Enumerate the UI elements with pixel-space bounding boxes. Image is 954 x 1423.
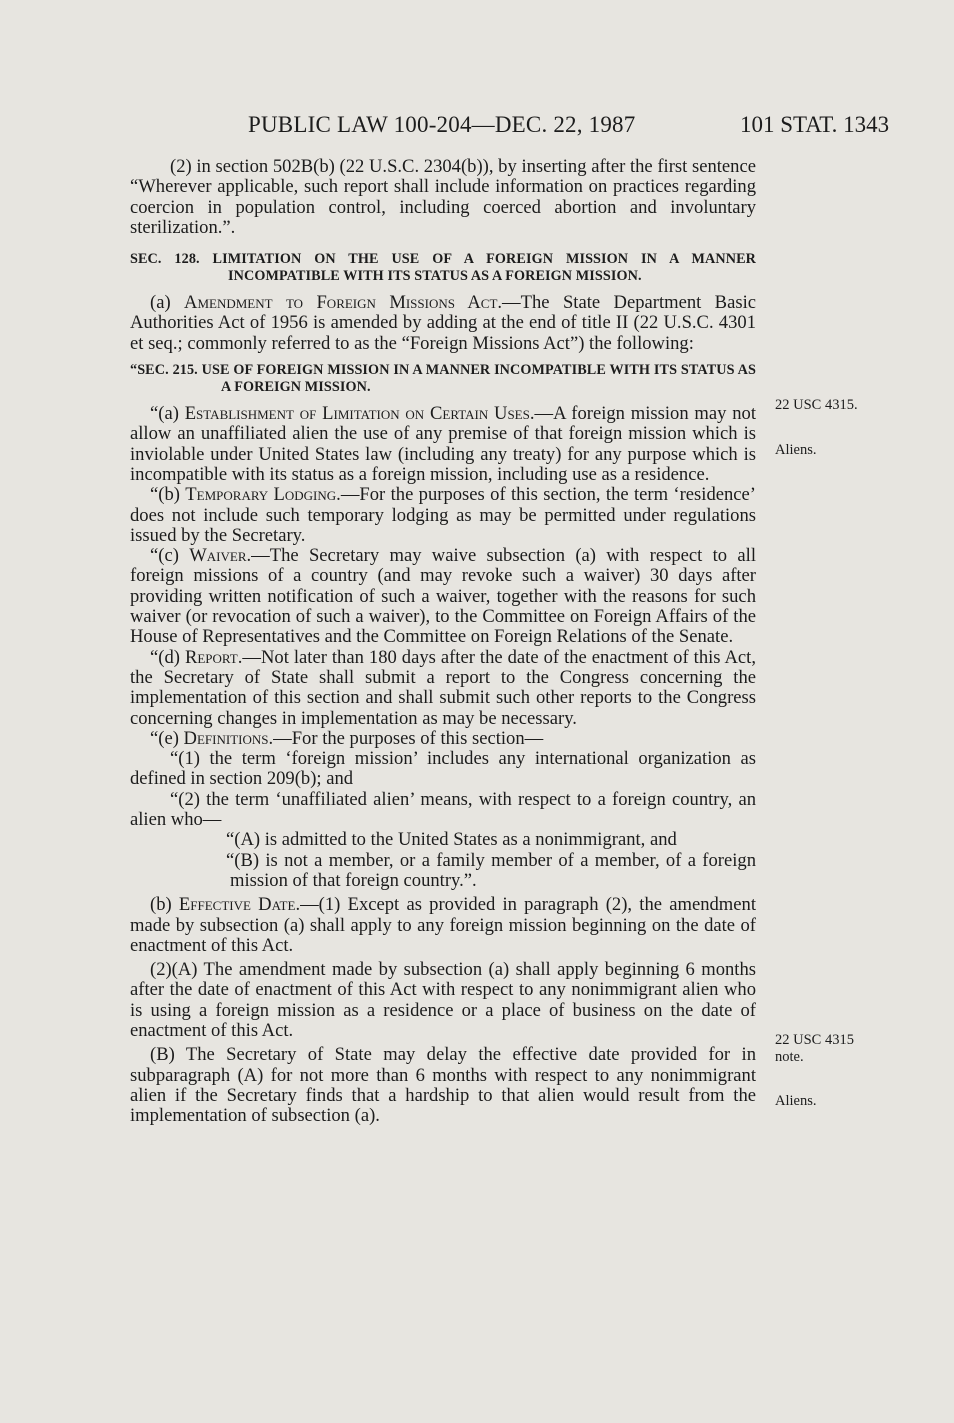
definition-clause-a: “(A) is admitted to the United States as a nonimmigrant, and bbox=[226, 829, 677, 851]
margin-note-aliens: Aliens. bbox=[775, 442, 817, 458]
subsection-a-amendment: (a) Amendment to Foreign Missions Act.—The State Department Basic Authorities Act of 1956 is amended by adding at the end of title II (22 U.S.C. 4301 et seq.; commonly referred to as the “Foreign Missions Act”) the following: bbox=[130, 292, 756, 354]
subsection-b-effective-date: (b) Effective Date.—(1) Except as provided in paragraph (2), the amendment made by subsection (a) shall apply to any foreign mission beginning on the date of enactment of this Act. bbox=[130, 894, 756, 956]
subsection-b-temporary-lodging: “(b) Temporary Lodging.—For the purposes of this section, the term ‘residence’ does not include such temporary lodging as may be permitted under regulations issued by the Secretary. bbox=[130, 484, 756, 546]
page-citation: 101 STAT. 1343 bbox=[740, 112, 890, 137]
paragraph-2A: (2)(A) The amendment made by subsection (a) shall apply beginning 6 months after the date of enactment of this Act with respect to any nonimmigrant alien who is using a foreign mission as a residence or a place of business on the date of enactment of this Act. bbox=[130, 959, 756, 1041]
subsection-heading: Report bbox=[184, 646, 238, 668]
section-215-heading: “SEC. 215. USE OF FOREIGN MISSION IN A MANNER INCOMPATIBLE WITH ITS STATUS AS A FOREIGN MISSION. bbox=[130, 362, 756, 396]
margin-note-usc-note: 22 USC 4315 note. bbox=[775, 1032, 854, 1065]
margin-note-usc: 22 USC 4315. bbox=[775, 397, 858, 413]
subsection-heading: Definitions bbox=[183, 727, 269, 749]
paragraph-2-amendment: (2) in section 502B(b) (22 U.S.C. 2304(b)), by inserting after the first sentence “Wherever applicable, such report shall include information on practices regarding coercion in population control, including coerced abortion and involuntary sterilization.”. bbox=[130, 156, 756, 238]
definition-foreign-mission: “(1) the term ‘foreign mission’ includes any international organization as defined in section 209(b); and bbox=[130, 748, 756, 790]
subsection-heading: Temporary Lodging bbox=[185, 484, 337, 506]
subsection-c-waiver: “(c) Waiver.—The Secretary may waive subsection (a) with respect to all foreign missions of a country (and may revoke such a waiver) 30 days after providing written notification of such a waiver, together with the reasons for such waiver (or revocation of such a waiver), to the Committee on Foreign Affairs of the House of Representatives and the Committee on Foreign Relations of the Senate. bbox=[130, 545, 756, 648]
section-128-heading: SEC. 128. LIMITATION ON THE USE OF A FOREIGN MISSION IN A MANNER INCOMPATIBLE WITH ITS STATUS AS A FOREIGN MISSION. bbox=[130, 251, 756, 285]
statute-body bbox=[130, 157, 756, 1126]
definition-clause-b: “(B) is not a member, or a family member of a member, of a foreign mission of that foreign country.”. bbox=[226, 849, 756, 891]
definition-unaffiliated-alien: “(2) the term ‘unaffiliated alien’ means, with respect to a foreign country, an alien who— bbox=[130, 788, 756, 831]
subsection-heading: Amendment to Foreign Missions Act bbox=[184, 292, 498, 314]
running-header-title: PUBLIC LAW 100-204—DEC. 22, 1987 bbox=[248, 112, 636, 137]
subsection-heading: Establishment of Limitation on Certain Uses bbox=[184, 403, 530, 425]
paragraph-2B: (B) The Secretary of State may delay the effective date provided for in subparagraph (A) for not more than 6 months with respect to any nonimmigrant alien if the Secretary finds that a hardship to that alien would result from the implementation of subsection (a). bbox=[130, 1044, 756, 1127]
subsection-a-limitation: “(a) Establishment of Limitation on Certain Uses.—A foreign mission may not allow an unaffiliated alien the use of any premise of that foreign mission which is inviolable under United States law (including any treaty) for any purpose which is incompatible with its status as a foreign mission, including use as a residence. bbox=[130, 403, 756, 485]
subsection-heading: Waiver bbox=[189, 545, 247, 567]
subsection-heading: Effective Date bbox=[178, 894, 296, 916]
subsection-e-definitions: “(e) Definitions.—For the purposes of this section— bbox=[150, 727, 544, 749]
margin-note-aliens: Aliens. bbox=[775, 1093, 817, 1109]
subsection-d-report: “(d) Report.—Not later than 180 days after the date of the enactment of this Act, the Secretary of State shall submit a report to the Congress concerning the implementation of this section and shall submit such other reports to the Congress concerning changes in implementation as may be necessary. bbox=[130, 646, 756, 729]
